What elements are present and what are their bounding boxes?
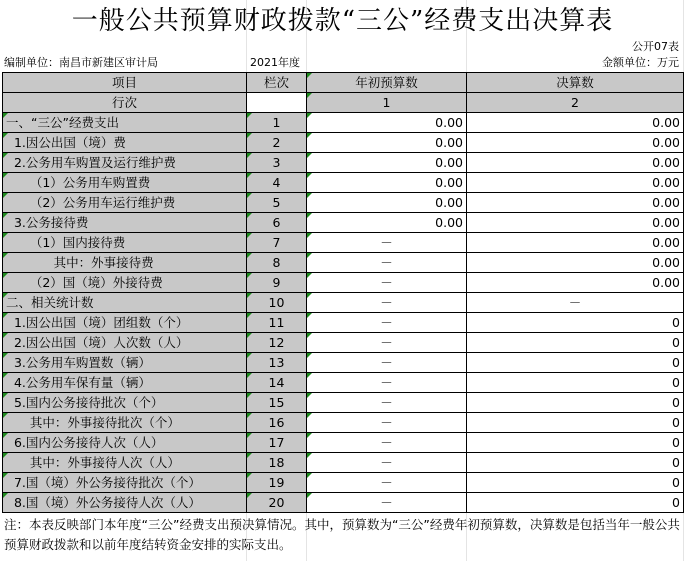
final-col-no[interactable]: 2 — [467, 93, 684, 113]
row-number-cell[interactable]: 6 — [247, 213, 307, 233]
item-label-cell[interactable]: 2.因公出国（境）人次数（人） — [3, 333, 247, 353]
final-value-cell[interactable]: 0 — [467, 333, 684, 353]
final-value-cell[interactable]: － — [467, 293, 684, 313]
row-number-cell[interactable]: 16 — [247, 413, 307, 433]
row-label-header[interactable]: 行次 — [3, 93, 247, 113]
final-header[interactable]: 决算数 — [467, 73, 684, 93]
row-number-cell[interactable]: 1 — [247, 113, 307, 133]
final-value-cell[interactable]: 0.00 — [467, 153, 684, 173]
table-row — [3, 153, 684, 173]
final-value-cell[interactable]: 0.00 — [467, 273, 684, 293]
budget-value-cell[interactable]: 0.00 — [307, 153, 467, 173]
final-value-cell[interactable]: 0.00 — [467, 193, 684, 213]
budget-value-cell[interactable]: 0.00 — [307, 133, 467, 153]
row-number-cell[interactable]: 20 — [247, 493, 307, 513]
header-row — [3, 73, 684, 93]
budget-value-cell[interactable]: 0.00 — [307, 113, 467, 133]
subheader-blank-cell[interactable] — [247, 93, 307, 113]
item-label-cell[interactable]: 1.因公出国（境）团组数（个） — [3, 313, 247, 333]
item-label-cell[interactable]: 3.公务用车购置数（辆） — [3, 353, 247, 373]
table-row — [3, 193, 684, 213]
row-number-cell[interactable]: 12 — [247, 333, 307, 353]
item-header[interactable]: 项目 — [3, 73, 247, 93]
row-number-cell[interactable]: 13 — [247, 353, 307, 373]
final-value-cell[interactable]: 0.00 — [467, 213, 684, 233]
table-row — [3, 213, 684, 233]
row-number-cell[interactable]: 5 — [247, 193, 307, 213]
row-number-cell[interactable]: 4 — [247, 173, 307, 193]
table-row — [3, 373, 684, 393]
budget-value-cell[interactable]: － — [307, 253, 467, 273]
final-value-cell[interactable]: 0 — [467, 393, 684, 413]
table-row — [3, 333, 684, 353]
item-label-cell[interactable]: 一、“三公”经费支出 — [3, 113, 247, 133]
budget-value-cell[interactable]: － — [307, 273, 467, 293]
row-number-cell[interactable]: 14 — [247, 373, 307, 393]
unit-label: 编制单位：南昌市新建区审计局 — [4, 56, 158, 69]
row-no-header[interactable]: 栏次 — [247, 73, 307, 93]
subheader-row — [3, 93, 684, 113]
row-number-cell[interactable]: 11 — [247, 313, 307, 333]
item-label-cell[interactable]: 二、相关统计数 — [3, 293, 247, 313]
item-label-cell[interactable]: （2）国（境）外接待费 — [3, 273, 247, 293]
currency-label: 金额单位：万元 — [602, 56, 679, 69]
budget-value-cell[interactable]: － — [307, 333, 467, 353]
row-number-cell[interactable]: 7 — [247, 233, 307, 253]
table-row — [3, 293, 684, 313]
item-label-cell[interactable]: 1.因公出国（境）费 — [3, 133, 247, 153]
final-value-cell[interactable]: 0.00 — [467, 133, 684, 153]
footnote: 注：本表反映部门本年度“三公”经费支出预决算情况。其中，预算数为“三公”经费年初预算数，决算数是包括当年一般公共预算财政拨款和以前年度结转资金安排的实际支出。 — [4, 517, 680, 552]
final-value-cell[interactable]: 0 — [467, 313, 684, 333]
item-label-cell[interactable]: 6.国内公务接待人次（人） — [3, 433, 247, 453]
item-label-cell[interactable]: （1）公务用车购置费 — [3, 173, 247, 193]
item-label-cell[interactable]: 5.国内公务接待批次（个） — [3, 393, 247, 413]
item-label-cell[interactable]: 2.公务用车购置及运行维护费 — [3, 153, 247, 173]
table-row — [3, 173, 684, 193]
row-number-cell[interactable]: 19 — [247, 473, 307, 493]
table-row — [3, 473, 684, 493]
budget-value-cell[interactable]: － — [307, 313, 467, 333]
table-row — [3, 393, 684, 413]
report-title: 一般公共预算财政拨款“三公”经费支出决算表 — [71, 6, 614, 36]
final-value-cell[interactable]: 0.00 — [467, 253, 684, 273]
table-row — [3, 273, 684, 293]
row-number-cell[interactable]: 18 — [247, 453, 307, 473]
row-number-cell[interactable]: 3 — [247, 153, 307, 173]
table-row — [3, 433, 684, 453]
final-value-cell[interactable]: 0.00 — [467, 113, 684, 133]
row-number-cell[interactable]: 17 — [247, 433, 307, 453]
budget-header[interactable]: 年初预算数 — [307, 73, 467, 93]
budget-value-cell[interactable]: － — [307, 393, 467, 413]
budget-value-cell[interactable]: 0.00 — [307, 213, 467, 233]
final-value-cell[interactable]: 0 — [467, 433, 684, 453]
table-row — [3, 493, 684, 513]
budget-value-cell[interactable]: － — [307, 433, 467, 453]
table-row — [3, 233, 684, 253]
item-label-cell[interactable]: 7.国（境）外公务接待批次（个） — [3, 473, 247, 493]
row-number-cell[interactable]: 9 — [247, 273, 307, 293]
expense-table — [2, 72, 684, 513]
budget-value-cell[interactable]: 0.00 — [307, 173, 467, 193]
budget-value-cell[interactable]: － — [307, 353, 467, 373]
budget-value-cell[interactable]: － — [307, 293, 467, 313]
item-label-cell[interactable]: 8.国（境）外公务接待人次（人） — [3, 493, 247, 513]
final-value-cell[interactable]: 0.00 — [467, 173, 684, 193]
final-value-cell[interactable]: 0 — [467, 373, 684, 393]
final-value-cell[interactable]: 0 — [467, 353, 684, 373]
budget-value-cell[interactable]: － — [307, 493, 467, 513]
budget-col-no[interactable]: 1 — [307, 93, 467, 113]
budget-value-cell[interactable]: － — [307, 453, 467, 473]
budget-value-cell[interactable]: 0.00 — [307, 193, 467, 213]
row-number-cell[interactable]: 15 — [247, 393, 307, 413]
budget-value-cell[interactable]: － — [307, 473, 467, 493]
table-row — [3, 413, 684, 433]
budget-value-cell[interactable]: － — [307, 233, 467, 253]
item-label-cell[interactable]: （2）公务用车运行维护费 — [3, 193, 247, 213]
table-row — [3, 133, 684, 153]
final-value-cell[interactable]: 0.00 — [467, 233, 684, 253]
item-label-cell[interactable]: 其中：外事接待费 — [3, 253, 247, 273]
budget-value-cell[interactable]: － — [307, 373, 467, 393]
form-code: 公开07表 — [632, 40, 679, 53]
table-row — [3, 353, 684, 373]
row-number-cell[interactable]: 2 — [247, 133, 307, 153]
final-value-cell[interactable]: 0 — [467, 493, 684, 513]
table-row — [3, 253, 684, 273]
item-label-cell[interactable]: （1）国内接待费 — [3, 233, 247, 253]
row-number-cell[interactable]: 10 — [247, 293, 307, 313]
budget-value-cell[interactable]: － — [307, 413, 467, 433]
row-number-cell[interactable]: 8 — [247, 253, 307, 273]
final-value-cell[interactable]: 0 — [467, 473, 684, 493]
item-label-cell[interactable]: 4.公务用车保有量（辆） — [3, 373, 247, 393]
item-label-cell[interactable]: 其中：外事接待人次（人） — [3, 453, 247, 473]
item-label-cell[interactable]: 其中：外事接待批次（个） — [3, 413, 247, 433]
table-row — [3, 113, 684, 133]
year-label: 2021年度 — [250, 56, 300, 69]
final-value-cell[interactable]: 0 — [467, 453, 684, 473]
item-label-cell[interactable]: 3.公务接待费 — [3, 213, 247, 233]
table-row — [3, 453, 684, 473]
final-value-cell[interactable]: 0 — [467, 413, 684, 433]
table-row — [3, 313, 684, 333]
